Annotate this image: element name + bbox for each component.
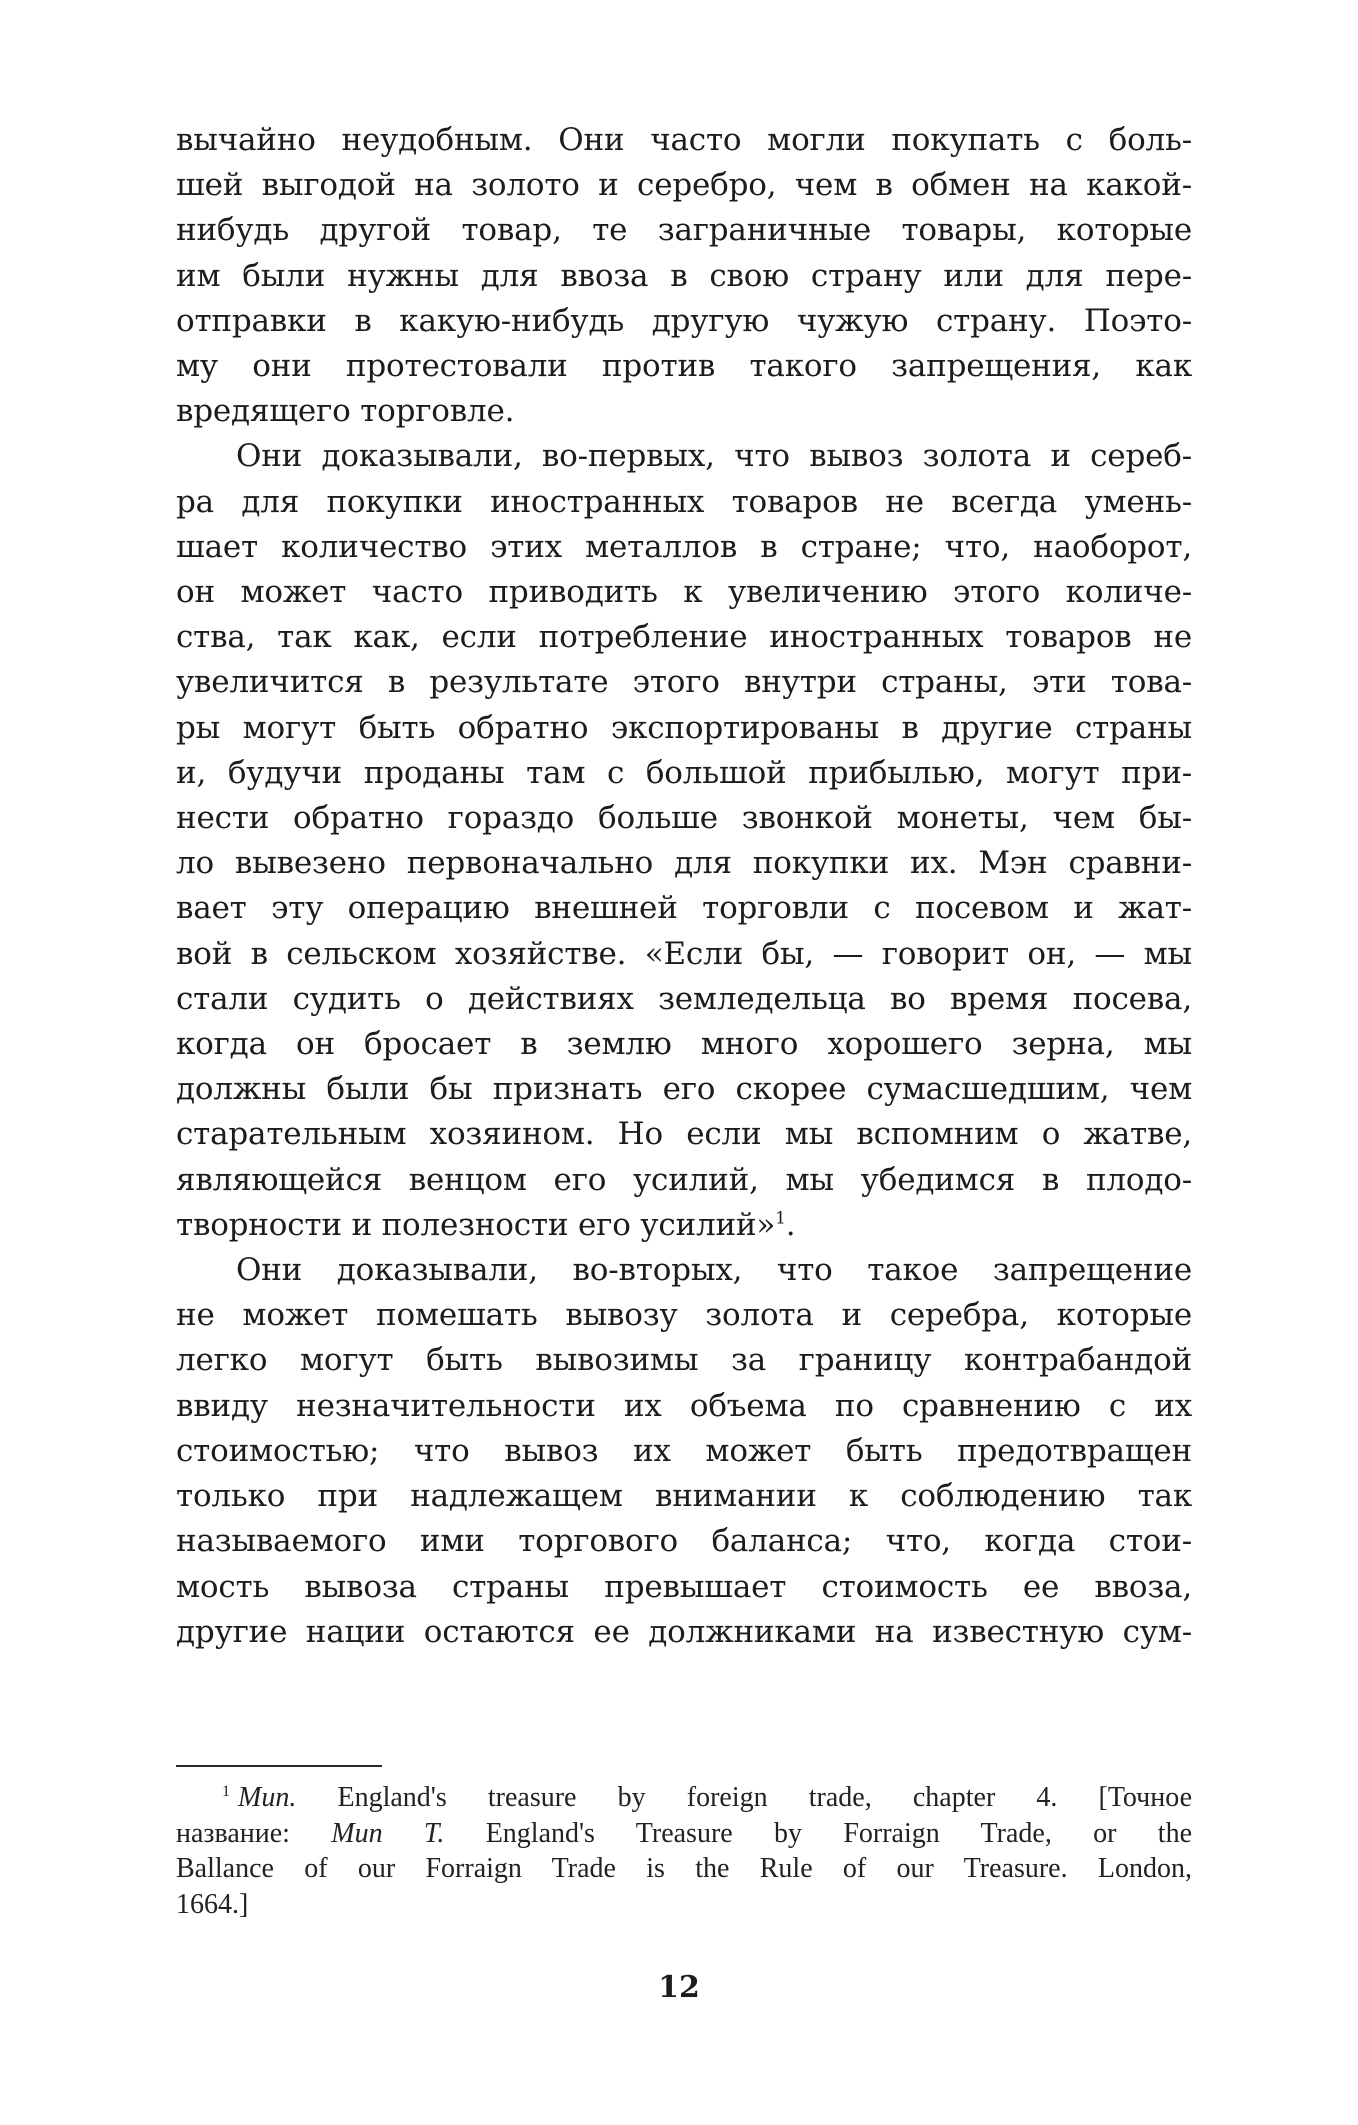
text-line [176, 1429, 1192, 1474]
text-line-content: ввиду незначительности их объема по сравнению с их [176, 1387, 1192, 1424]
text-line [176, 977, 1192, 1022]
text-line-content: стали судить о действиях земледельца во время посева, [176, 980, 1192, 1017]
text-line [176, 434, 1192, 479]
text-line-content: шает количество этих металлов в стране; что, наоборот, [176, 528, 1192, 565]
footnote-separator [176, 1765, 382, 1767]
text-line-content: он может часто приводить к увеличению этого количе- [176, 574, 1192, 611]
text-line-content: нибудь другой товар, те заграничные товары, которые [176, 212, 1192, 249]
text-line-content: вычайно неудобным. Они часто могли покупать с боль- [176, 122, 1192, 158]
text-line [176, 344, 1192, 389]
text-line-content: вой в сельском хозяйстве. «Если бы, — говорит он, — мы [176, 935, 1192, 972]
footnote-line: Ballance of our Forraign Trade is the Rule of our Treasure. London, [176, 1853, 1192, 1884]
text-line [176, 208, 1192, 253]
text-line [176, 841, 1192, 886]
text-line-content: им были нужны для ввоза в свою страну или для пере- [176, 257, 1192, 294]
footnote-author: Mun T. [331, 1817, 445, 1849]
text-line [176, 796, 1192, 841]
footnote-author: Mun. [238, 1782, 297, 1813]
text-line-content: стоимостью; что вывоз их может быть предотвращен [176, 1432, 1192, 1469]
text-line-content: вредящего торговле. [176, 393, 515, 430]
text-line-content: увеличится в результате этого внутри страны, эти това- [176, 664, 1192, 701]
text-line [176, 932, 1192, 977]
text-line-content: являющейся венцом его усилий, мы убедимся в плодо- [176, 1161, 1192, 1198]
footnote-marker: 1 [222, 1782, 230, 1800]
text-line-content: другие нации остаются ее должниками на известную сум- [176, 1613, 1192, 1650]
text-line-content: называемого ими торгового баланса; что, когда стои- [176, 1523, 1192, 1560]
footnote-text: England's Treasure by Forraign Trade, or the [444, 1817, 1192, 1849]
text-line [176, 886, 1192, 931]
text-line-content: ра для покупки иностранных товаров не всегда умень- [176, 483, 1192, 520]
footnote-text: England's treasure by foreign trade, chapter 4. [Точное [296, 1782, 1192, 1813]
text-line-punctuation: . [785, 1206, 796, 1243]
text-line-content: нести обратно гораздо больше звонкой монеты, чем бы- [176, 800, 1192, 837]
footnote-line: 1664.] [176, 1888, 249, 1920]
text-line [176, 1112, 1192, 1157]
text-line [176, 254, 1192, 299]
text-line [176, 1565, 1192, 1610]
text-line-content: ры могут быть обратно экспортированы в другие страны [176, 709, 1192, 746]
text-line-content: должны были бы признать его скорее сумасшедшим, чем [176, 1071, 1192, 1108]
text-line [176, 1384, 1192, 1429]
text-line-content: Они доказывали, во-вторых, что такое запрещение [236, 1252, 1192, 1289]
footnote [176, 1780, 1192, 1922]
text-line [176, 1293, 1192, 1338]
text-line-content: ства, так как, если потребление иностранных товаров не [176, 619, 1192, 656]
footnote-text: название: [176, 1817, 332, 1849]
text-line [176, 1067, 1192, 1112]
text-line [176, 525, 1192, 570]
text-line [176, 660, 1192, 705]
text-line-content: и, будучи проданы там с большой прибылью, могут при- [176, 754, 1192, 791]
text-line-content: творности и полезности его усилий» [176, 1206, 776, 1243]
text-line [176, 1203, 1192, 1248]
text-line-content: му они протестовали против такого запрещения, как [176, 348, 1192, 385]
text-line-content: отправки в какую-нибудь другую чужую страну. Поэто- [176, 302, 1192, 339]
text-line [176, 706, 1192, 751]
text-line [176, 118, 1192, 163]
text-line-content: не может помешать вывозу золота и серебра, которые [176, 1297, 1192, 1334]
footnote-line [176, 1816, 1192, 1852]
text-line [176, 1158, 1192, 1203]
text-line-content: ло вывезено первоначально для покупки их. Мэн сравни- [176, 845, 1192, 882]
text-line [176, 615, 1192, 660]
footnote-line [176, 1780, 1192, 1816]
text-line [176, 389, 1192, 434]
body-text [176, 118, 1192, 1655]
footnote-reference[interactable]: 1 [775, 1208, 786, 1229]
text-line-content: только при надлежащем внимании к соблюдению так [176, 1478, 1192, 1515]
text-line [176, 1474, 1192, 1519]
text-line [176, 1338, 1192, 1383]
text-line [176, 1022, 1192, 1067]
text-line [176, 480, 1192, 525]
text-line [176, 570, 1192, 615]
text-line-content: когда он бросает в землю много хорошего зерна, мы [176, 1026, 1192, 1063]
text-line [176, 751, 1192, 796]
text-line-content: мость вывоза страны превышает стоимость ее ввоза, [176, 1568, 1192, 1605]
text-line-content: Они доказывали, во-первых, что вывоз золота и сереб- [236, 438, 1192, 475]
text-line-content: легко могут быть вывозимы за границу контрабандой [176, 1342, 1192, 1379]
text-line [176, 1610, 1192, 1655]
page-number: 12 [658, 1970, 700, 2005]
text-line [176, 299, 1192, 344]
text-line-content: вает эту операцию внешней торговли с посевом и жат- [176, 890, 1192, 927]
text-line-content: старательным хозяином. Но если мы вспомним о жатве, [176, 1116, 1192, 1153]
text-line-content: шей выгодой на золото и серебро, чем в обмен на какой- [176, 167, 1192, 204]
text-line [176, 1519, 1192, 1564]
text-line [176, 1248, 1192, 1293]
text-line [176, 163, 1192, 208]
